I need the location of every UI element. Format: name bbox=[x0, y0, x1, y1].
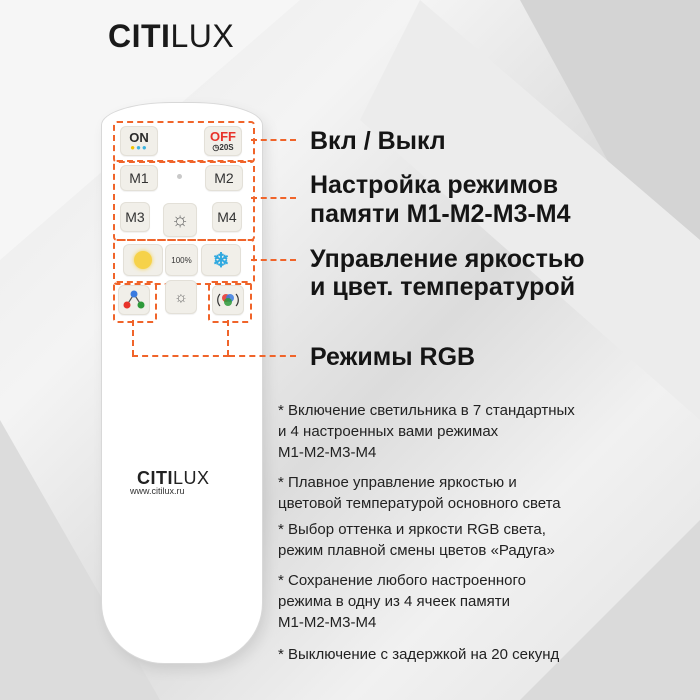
m3-button[interactable]: M3 bbox=[120, 202, 150, 232]
on-button[interactable]: ON ●●● bbox=[120, 126, 158, 156]
clock-icon: ◷ bbox=[212, 143, 220, 152]
rgb-bracket-left bbox=[132, 320, 134, 356]
note-1: * Включение светильника в 7 стандартных и 4 настроенных вами режимах М1-М2-М3-М4 bbox=[278, 402, 575, 461]
snowflake-icon: ❄ bbox=[212, 249, 230, 272]
sun-small-icon: ☼ bbox=[174, 288, 188, 306]
off-button[interactable]: OFF ◷20S bbox=[204, 126, 242, 156]
note-3: * Выбор оттенка и яркости RGB света, режим плавной смены цветов «Радуга» bbox=[278, 521, 555, 559]
rgb-bracket-right bbox=[227, 320, 229, 356]
power-highlight bbox=[113, 121, 255, 163]
m1-button[interactable]: M1 bbox=[120, 165, 158, 191]
heading-memory-line2: памяти М1-М2-М3-М4 bbox=[310, 200, 571, 228]
brightness-down-button[interactable] bbox=[165, 280, 197, 314]
rgb-left-highlight bbox=[113, 281, 157, 323]
rgb-bracket-bottom bbox=[132, 355, 229, 357]
memory-highlight bbox=[113, 160, 255, 241]
heading-power: Вкл / Выкл bbox=[310, 127, 446, 155]
brightness-100-label: 100% bbox=[171, 255, 192, 265]
note-5: * Выключение с задержкой на 20 секунд bbox=[278, 646, 560, 663]
rgb-leader bbox=[229, 355, 296, 357]
dots-icon: ●●● bbox=[130, 142, 148, 152]
note-4: * Сохранение любого настроенного режима в одну из 4 ячеек памяти М1-М2-М3-М4 bbox=[278, 572, 526, 631]
power-leader bbox=[251, 139, 296, 141]
brand-logo: CITILUX bbox=[108, 18, 235, 54]
m4-button[interactable]: M4 bbox=[212, 202, 242, 232]
brightness-leader bbox=[251, 259, 296, 261]
note-2: * Плавное управление яркостью и цветовой температурой основного света bbox=[278, 474, 561, 512]
remote-url: www.citilux.ru bbox=[130, 486, 185, 496]
heading-brightness-line2: и цвет. температурой bbox=[310, 273, 576, 301]
remote-logo: CITILUX bbox=[137, 468, 210, 488]
heading-memory-line1: Настройка режимов bbox=[310, 171, 559, 199]
heading-rgb: Режимы RGB bbox=[310, 343, 476, 371]
memory-leader bbox=[251, 197, 296, 199]
sun-outline-icon: ☼ bbox=[170, 208, 190, 231]
brightness-highlight bbox=[113, 239, 255, 285]
m2-button[interactable]: M2 bbox=[205, 165, 243, 191]
heading-brightness-line1: Управление яркостью bbox=[310, 245, 585, 273]
off-timer-label: 20S bbox=[219, 143, 234, 152]
rgb-right-highlight bbox=[208, 281, 252, 323]
